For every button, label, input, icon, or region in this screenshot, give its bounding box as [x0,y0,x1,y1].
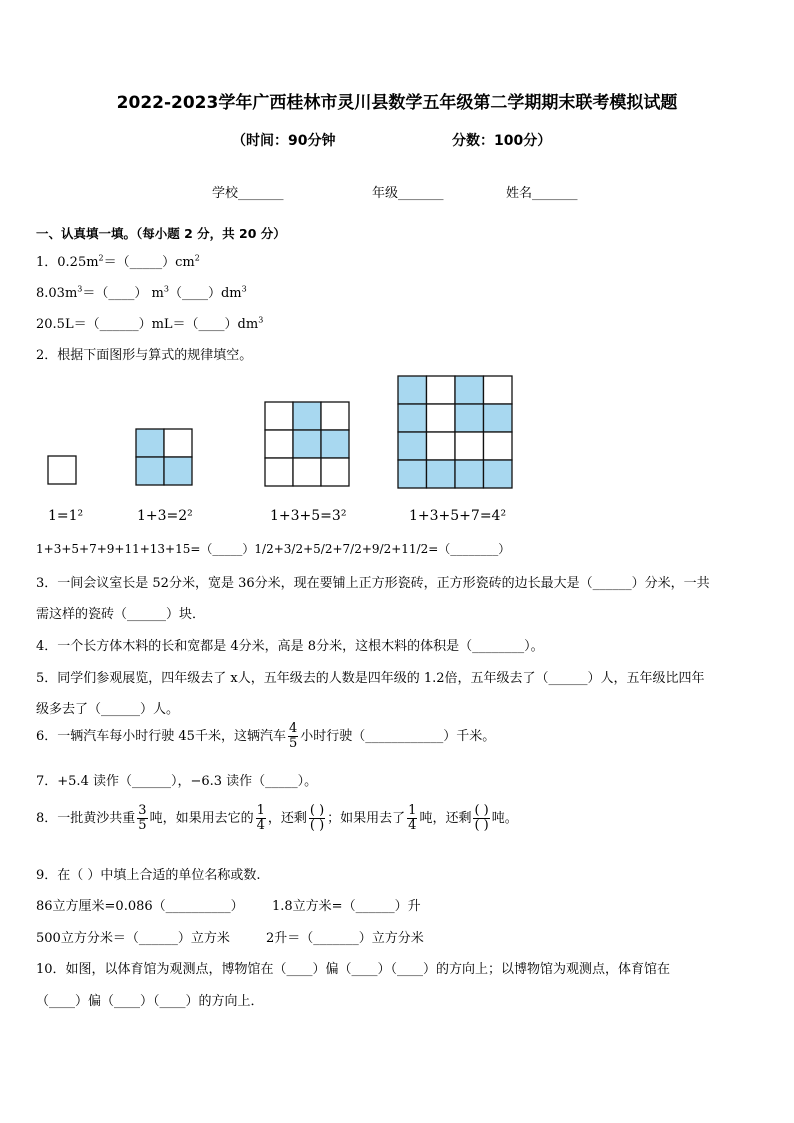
q1-line-a [36,251,200,270]
q1-b-text2: ＝（____） m [82,286,164,301]
section-1-heading: 一、认真填一填。（每小题 2 分，共 20 分） [36,226,286,241]
blank-fraction [309,804,325,833]
q9-text: 9．在（ ）中填上合适的单位名称或数. [36,868,261,883]
q7-text: 7．+5.4 读作（______），−6.3 读作（_____）。 [36,774,318,789]
figure-2 [136,429,192,485]
time-info: （时间：90分钟 [232,133,336,149]
sup: 2 [98,253,104,263]
q6-text2: 小时行驶（____________）千米。 [300,729,496,744]
grade-field: 年级_______ [372,186,444,201]
q1-c-text: 20.5L＝（______）mL＝（____）dm [36,317,259,332]
numerator-blank: ( ) [309,803,325,818]
q8-text5: 吨，还剩 [419,811,472,826]
q2-figures [0,370,794,530]
denominator: 4 [256,818,265,833]
q3-text-a: 3．一间会议室长是 52分米，宽是 36分米，现在要铺上正方形瓷砖，正方形瓷砖的边长最大是（______）分米，一共 [36,576,710,591]
numerator: 1 [256,803,265,818]
numerator: 3 [138,803,147,818]
q1-line-b [36,282,247,301]
figure-3 [265,402,349,486]
school-field: 学校_______ [212,186,284,201]
q1-line-c [36,313,263,332]
q8-text2: 吨，如果用去它的 [149,811,254,826]
q4-text: 4．一个长方体木料的长和宽都是 4分米，高是 8分米，这根木料的体积是（________）。 [36,639,544,654]
q8-text4: ；如果用去了 [327,811,406,826]
q9-d: 2升＝（_______）立方分米 [266,931,424,946]
q1-a-text: 1．0.25m [36,255,99,270]
fraction [256,804,266,833]
q6-text: 6．一辆汽车每小时行驶 45千米，这辆汽车 [36,729,286,744]
q2-answer-line: 1+3+5+7+9+11+13+15=（_____）1/2+3/2+5/2+7/2+9/2+11/2=（________） [36,542,511,556]
fraction [137,804,147,833]
sup: 3 [258,315,264,325]
caption-2: 1+3=2² [137,508,193,524]
sup: 3 [241,284,247,294]
q9-c: 500立方分米＝（______）立方米 [36,931,230,946]
numerator: 4 [288,721,298,736]
q10-text-a: 10．如图，以体育馆为观测点，博物馆在（____）偏（____）（____）的方向上；以博物馆为观测点，体育馆在 [36,962,671,977]
q1-a-text2: ＝（_____）cm [103,255,195,270]
sup: 3 [163,284,169,294]
page-title: 2022-2023学年广西桂林市灵川县数学五年级第二学期期末联考模拟试题 [116,93,678,113]
q8-text: 8．一批黄沙共重 [36,811,136,826]
q1-b-text3: （____）dm [168,286,242,301]
figure-4 [398,376,512,488]
denominator-blank: ( ) [474,818,489,833]
q6-line [36,722,495,751]
q2-text: 2．根据下面图形与算式的规律填空。 [36,348,253,363]
sup: 3 [77,284,83,294]
caption-1: 1=1² [48,508,84,524]
denominator: 4 [408,818,417,833]
q1-b-text: 8.03m [36,286,78,301]
denominator-blank: ( ) [309,818,325,833]
sup: 2 [194,253,200,263]
q5-text-b: 级多去了（______）人。 [36,702,180,717]
q10-text-b: （____）偏（____）（____）的方向上． [36,994,264,1009]
figure-1 [48,456,76,484]
denominator: 5 [138,818,147,833]
caption-3: 1+3+5=3² [270,508,347,524]
score-info: 分数：100分） [452,133,552,149]
denominator: 5 [288,736,298,751]
q9-b: 1.8立方米=（______）升 [272,899,421,914]
q8-line [36,804,518,833]
name-field: 姓名_______ [506,186,578,201]
fraction [288,722,298,751]
q3-text-b: 需这样的瓷砖（______）块． [36,607,206,622]
q8-text6: 吨。 [491,811,518,826]
blank-fraction [473,804,489,833]
fraction [407,804,417,833]
q8-text3: ，还剩 [267,811,307,826]
numerator: 1 [408,803,417,818]
q9-a: 86立方厘米=0.086（__________） [36,899,244,914]
q5-text-a: 5．同学们参观展览，四年级去了 x人，五年级去的人数是四年级的 1.2倍，五年级去了（______）人，五年级比四年 [36,671,705,686]
numerator-blank: ( ) [474,803,489,818]
caption-4: 1+3+5+7=4² [409,508,507,524]
